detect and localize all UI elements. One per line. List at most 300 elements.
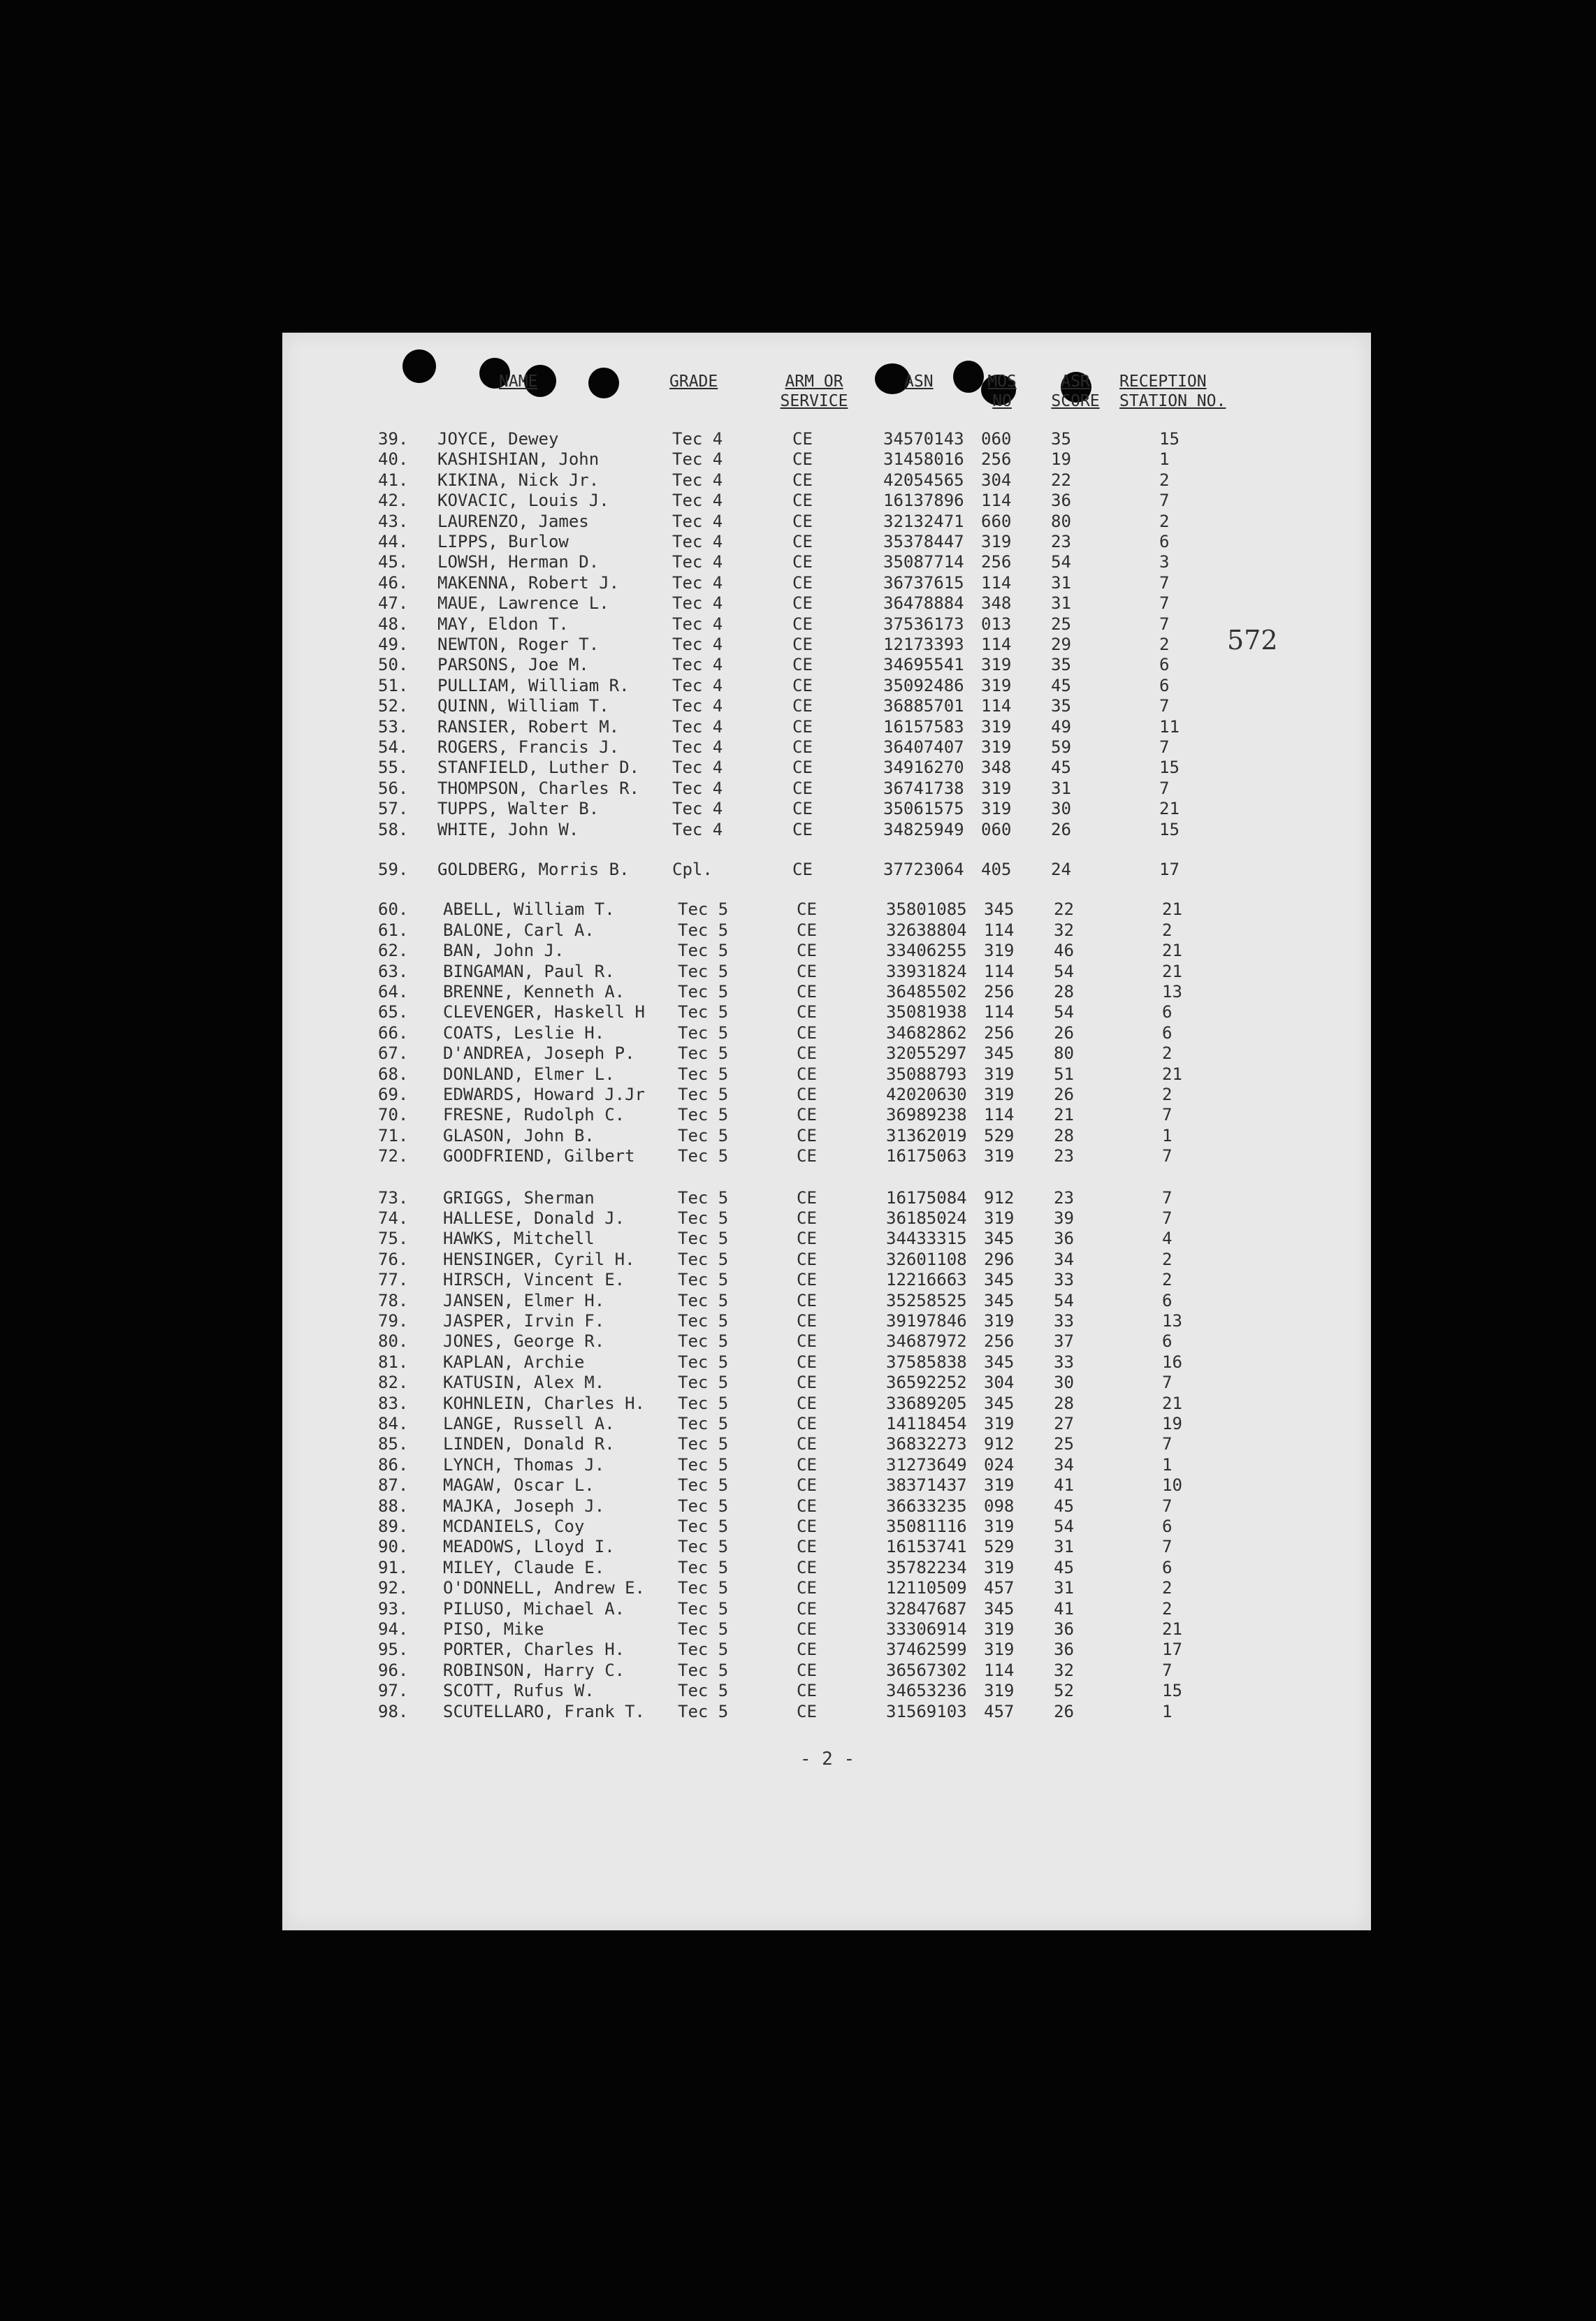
punch-hole [402,349,436,383]
cell-stn: 7 [1159,737,1170,757]
cell-n: 42. [378,491,409,511]
cell-stn: 2 [1162,920,1173,940]
cell-mos: 319 [984,1517,1015,1536]
cell-name: BRENNE, Kenneth A. [443,982,625,1002]
cell-mos: 319 [984,1208,1015,1228]
cell-stn: 6 [1162,1290,1173,1310]
cell-stn: 19 [1162,1414,1182,1433]
table-row [282,758,1371,778]
cell-asn: 31362019 [886,1125,967,1145]
header-mos: MOS NO [987,373,1017,410]
cell-arm: CE [797,1208,817,1228]
cell-score: 45 [1054,1496,1074,1516]
cell-grade: Tec 4 [672,470,723,490]
cell-stn: 15 [1159,758,1180,778]
cell-n: 62. [378,941,409,961]
cell-name: LOWSH, Herman D. [437,552,600,572]
cell-score: 35 [1051,696,1071,716]
cell-n: 49. [378,635,409,654]
cell-grade: Tec 4 [672,429,723,449]
cell-name: NEWTON, Roger T. [437,635,600,654]
cell-n: 93. [378,1598,409,1619]
cell-stn: 21 [1162,1393,1182,1413]
cell-stn: 11 [1159,716,1180,737]
cell-stn: 16 [1162,1352,1182,1372]
cell-n: 45. [378,552,409,572]
cell-name: MEADOWS, Lloyd I. [443,1537,615,1557]
cell-stn: 2 [1159,635,1170,654]
table-row [282,429,1371,449]
cell-stn: 7 [1162,1187,1173,1208]
table-row [282,1414,1371,1434]
table-row [282,1681,1371,1701]
cell-stn: 1 [1162,1125,1173,1145]
cell-stn: 2 [1162,1578,1173,1598]
cell-arm: CE [797,961,817,981]
cell-arm: CE [797,1434,817,1454]
table-row [282,899,1371,920]
cell-stn: 7 [1159,572,1170,593]
cell-stn: 15 [1159,429,1180,449]
cell-name: BALONE, Carl A. [443,920,595,940]
cell-name: THOMPSON, Charles R. [437,778,639,798]
table-row [282,1229,1371,1249]
cell-grade: Tec 5 [678,1414,729,1433]
cell-grade: Tec 4 [672,614,723,634]
cell-name: LYNCH, Thomas J. [443,1454,605,1475]
cell-asn: 35081116 [886,1517,967,1536]
cell-asn: 32055297 [886,1043,967,1064]
cell-asn: 16175084 [886,1187,967,1208]
cell-grade: Tec 5 [678,1022,729,1043]
cell-stn: 2 [1162,1249,1173,1269]
cell-n: 81. [378,1352,409,1372]
cell-grade: Tec 5 [678,1208,729,1228]
cell-grade: Tec 4 [672,696,723,716]
cell-name: HIRSCH, Vincent E. [443,1270,625,1290]
table-row [282,962,1371,982]
table-row [282,1126,1371,1146]
cell-arm: CE [797,1660,817,1680]
cell-stn: 1 [1159,449,1170,470]
cell-n: 95. [378,1640,409,1660]
cell-stn: 3 [1159,552,1170,572]
table-row [282,1023,1371,1043]
cell-name: JONES, George R. [443,1331,605,1352]
cell-name: MAKENNA, Robert J. [437,572,620,593]
cell-n: 57. [378,799,409,819]
table-row [282,491,1371,511]
cell-mos: 345 [984,1598,1015,1619]
cell-stn: 7 [1162,1208,1173,1228]
cell-grade: Tec 4 [672,572,723,593]
cell-mos: 319 [984,1619,1015,1639]
cell-asn: 35088793 [886,1064,967,1084]
cell-score: 54 [1054,961,1074,981]
cell-stn: 7 [1162,1105,1173,1125]
cell-arm: CE [792,491,813,511]
cell-score: 54 [1054,1517,1074,1536]
table-row [282,1291,1371,1311]
cell-mos: 024 [984,1454,1015,1475]
table-row [282,449,1371,470]
cell-grade: Tec 5 [678,1373,729,1393]
cell-arm: CE [792,860,813,879]
cell-asn: 36741738 [883,778,964,798]
cell-grade: Tec 5 [678,961,729,981]
cell-n: 97. [378,1681,409,1701]
cell-name: MAUE, Lawrence L. [437,593,609,614]
table-row [282,1043,1371,1064]
cell-score: 27 [1054,1414,1074,1433]
cell-name: HALLESE, Donald J. [443,1208,625,1228]
cell-mos: 013 [981,614,1012,634]
cell-mos: 345 [984,1290,1015,1310]
cell-arm: CE [797,982,817,1002]
cell-score: 51 [1054,1064,1074,1084]
cell-stn: 7 [1159,614,1170,634]
cell-score: 19 [1051,449,1071,470]
table-row [282,1640,1371,1660]
cell-n: 47. [378,593,409,614]
header-asn: ASN [904,373,934,391]
cell-asn: 34825949 [883,819,964,839]
cell-score: 52 [1054,1681,1074,1701]
cell-mos: 319 [981,532,1012,551]
cell-name: CLEVENGER, Haskell H [443,1002,645,1022]
cell-asn: 32847687 [886,1598,967,1619]
cell-asn: 36633235 [886,1496,967,1516]
cell-name: O'DONNELL, Andrew E. [443,1578,645,1598]
table-row [282,1105,1371,1125]
cell-arm: CE [792,758,813,778]
cell-name: GLASON, John B. [443,1125,595,1145]
header-grade: GRADE [669,373,718,391]
cell-mos: 319 [984,1681,1015,1701]
cell-mos: 319 [984,1557,1015,1577]
cell-arm: CE [792,470,813,490]
cell-score: 31 [1054,1578,1074,1598]
cell-score: 33 [1054,1270,1074,1290]
cell-asn: 33689205 [886,1393,967,1413]
cell-stn: 7 [1162,1660,1173,1680]
header-name: NAME [499,373,538,391]
cell-score: 31 [1051,593,1071,614]
cell-n: 80. [378,1331,409,1352]
cell-arm: CE [792,716,813,737]
cell-stn: 21 [1162,1619,1182,1639]
cell-score: 23 [1054,1146,1074,1166]
table-row [282,1434,1371,1454]
cell-n: 73. [378,1187,409,1208]
cell-name: GOLDBERG, Morris B. [437,860,630,879]
cell-name: LINDEN, Donald R. [443,1434,615,1454]
cell-n: 83. [378,1393,409,1413]
cell-n: 44. [378,532,409,551]
cell-stn: 6 [1159,675,1170,695]
cell-n: 75. [378,1229,409,1249]
cell-asn: 37723064 [883,860,964,879]
header-station: RECEPTION STATION NO. [1119,373,1226,410]
cell-score: 29 [1051,635,1071,654]
cell-mos: 529 [984,1537,1015,1557]
cell-n: 52. [378,696,409,716]
cell-mos: 319 [984,1146,1015,1166]
cell-name: KASHISHIAN, John [437,449,600,470]
cell-arm: CE [792,429,813,449]
cell-score: 54 [1054,1002,1074,1022]
cell-name: KAPLAN, Archie [443,1352,585,1372]
cell-grade: Tec 4 [672,799,723,819]
cell-stn: 13 [1162,982,1182,1002]
cell-stn: 13 [1162,1311,1182,1331]
cell-arm: CE [797,1517,817,1536]
cell-stn: 6 [1162,1002,1173,1022]
cell-mos: 660 [981,511,1012,531]
table-row [282,573,1371,593]
cell-score: 34 [1054,1249,1074,1269]
cell-asn: 34916270 [883,758,964,778]
cell-stn: 1 [1162,1701,1173,1721]
cell-asn: 34695541 [883,655,964,675]
cell-mos: 114 [981,696,1012,716]
cell-arm: CE [797,1598,817,1619]
cell-arm: CE [797,1475,817,1496]
cell-grade: Tec 4 [672,552,723,572]
cell-mos: 114 [981,635,1012,654]
cell-arm: CE [797,1701,817,1721]
cell-grade: Tec 5 [678,1598,729,1619]
cell-score: 41 [1054,1598,1074,1619]
cell-arm: CE [792,819,813,839]
cell-n: 88. [378,1496,409,1516]
cell-n: 69. [378,1085,409,1104]
cell-n: 48. [378,614,409,634]
cell-n: 53. [378,716,409,737]
cell-arm: CE [797,1640,817,1660]
cell-asn: 36592252 [886,1373,967,1393]
cell-name: LAURENZO, James [437,511,589,531]
cell-name: HAWKS, Mitchell [443,1229,595,1249]
cell-mos: 114 [984,920,1015,940]
cell-name: PULLIAM, William R. [437,675,630,695]
cell-name: EDWARDS, Howard J.Jr [443,1085,645,1104]
cell-score: 33 [1054,1352,1074,1372]
cell-score: 59 [1051,737,1071,757]
cell-score: 35 [1051,655,1071,675]
cell-mos: 060 [981,819,1012,839]
cell-n: 78. [378,1290,409,1310]
cell-stn: 2 [1159,470,1170,490]
cell-n: 90. [378,1537,409,1557]
cell-grade: Tec 4 [672,532,723,551]
table-row [282,717,1371,737]
cell-n: 91. [378,1557,409,1577]
cell-name: SCUTELLARO, Frank T. [443,1701,645,1721]
cell-score: 32 [1054,920,1074,940]
cell-name: MILEY, Claude E. [443,1557,605,1577]
cell-stn: 7 [1159,491,1170,511]
cell-name: GRIGGS, Sherman [443,1187,595,1208]
cell-grade: Tec 4 [672,675,723,695]
cell-grade: Tec 5 [678,982,729,1002]
cell-n: 50. [378,655,409,675]
table-row [282,676,1371,696]
cell-mos: 912 [984,1187,1015,1208]
cell-arm: CE [797,941,817,961]
cell-n: 64. [378,982,409,1002]
cell-name: MAJKA, Joseph J. [443,1496,605,1516]
cell-asn: 36737615 [883,572,964,593]
cell-score: 26 [1054,1022,1074,1043]
cell-n: 56. [378,778,409,798]
cell-stn: 7 [1159,593,1170,614]
cell-asn: 12173393 [883,635,964,654]
cell-n: 70. [378,1105,409,1125]
cell-grade: Tec 5 [678,1537,729,1557]
cell-mos: 345 [984,1229,1015,1249]
cell-stn: 10 [1162,1475,1182,1496]
cell-n: 82. [378,1373,409,1393]
cell-mos: 304 [981,470,1012,490]
cell-mos: 345 [984,1270,1015,1290]
cell-mos: 098 [984,1496,1015,1516]
cell-mos: 256 [984,1331,1015,1352]
cell-score: 46 [1054,941,1074,961]
cell-score: 25 [1051,614,1071,634]
cell-mos: 060 [981,429,1012,449]
cell-name: BINGAMAN, Paul R. [443,961,615,981]
cell-grade: Tec 4 [672,737,723,757]
table-row [282,1455,1371,1475]
cell-n: 54. [378,737,409,757]
table-row [282,1475,1371,1496]
cell-grade: Tec 5 [678,920,729,940]
cell-name: JASPER, Irvin F. [443,1311,605,1331]
cell-asn: 38371437 [886,1475,967,1496]
cell-asn: 34687972 [886,1331,967,1352]
cell-n: 59. [378,860,409,879]
cell-asn: 36832273 [886,1434,967,1454]
cell-asn: 33931824 [886,961,967,981]
cell-asn: 34433315 [886,1229,967,1249]
cell-name: HENSINGER, Cyril H. [443,1249,635,1269]
cell-mos: 114 [981,572,1012,593]
cell-grade: Tec 5 [678,1270,729,1290]
cell-asn: 33306914 [886,1619,967,1639]
cell-n: 39. [378,429,409,449]
cell-grade: Tec 4 [672,511,723,531]
cell-asn: 37585838 [886,1352,967,1372]
cell-name: ROGERS, Francis J. [437,737,620,757]
cell-name: PORTER, Charles H. [443,1640,625,1660]
cell-mos: 114 [984,1660,1015,1680]
cell-grade: Tec 5 [678,1002,729,1022]
cell-arm: CE [797,1619,817,1639]
cell-n: 79. [378,1311,409,1331]
cell-name: STANFIELD, Luther D. [437,758,639,778]
table-row [282,779,1371,799]
cell-n: 74. [378,1208,409,1228]
cell-grade: Tec 4 [672,758,723,778]
table-row [282,1002,1371,1022]
cell-n: 71. [378,1125,409,1145]
cell-grade: Tec 5 [678,1311,729,1331]
document-sheet [282,333,1371,1930]
cell-name: ABELL, William T. [443,899,615,920]
cell-mos: 319 [984,1085,1015,1104]
cell-asn: 42020630 [886,1085,967,1104]
cell-asn: 36478884 [883,593,964,614]
cell-asn: 32601108 [886,1249,967,1269]
cell-name: ROBINSON, Harry C. [443,1660,625,1680]
cell-mos: 319 [981,716,1012,737]
cell-grade: Tec 5 [678,1125,729,1145]
cell-asn: 36567302 [886,1660,967,1680]
table-row [282,1599,1371,1619]
cell-arm: CE [797,1373,817,1393]
cell-grade: Tec 5 [678,1352,729,1372]
table-row [282,552,1371,572]
cell-mos: 319 [981,737,1012,757]
cell-stn: 2 [1162,1598,1173,1619]
cell-grade: Tec 5 [678,1454,729,1475]
cell-mos: 114 [984,1105,1015,1125]
cell-score: 28 [1054,1125,1074,1145]
cell-arm: CE [797,1146,817,1166]
cell-asn: 35087714 [883,552,964,572]
cell-grade: Tec 4 [672,593,723,614]
cell-name: QUINN, William T. [437,696,609,716]
cell-grade: Tec 5 [678,1146,729,1166]
table-row [282,512,1371,532]
cell-stn: 21 [1162,941,1182,961]
table-row [282,860,1371,880]
cell-name: MAGAW, Oscar L. [443,1475,595,1496]
cell-arm: CE [797,1496,817,1516]
cell-arm: CE [797,1311,817,1331]
table-row [282,593,1371,614]
cell-stn: 6 [1159,532,1170,551]
cell-arm: CE [797,1002,817,1022]
cell-score: 26 [1054,1701,1074,1721]
cell-grade: Tec 5 [678,1085,729,1104]
cell-asn: 14118454 [886,1414,967,1433]
cell-n: 43. [378,511,409,531]
page-number: - 2 - [799,1749,855,1770]
cell-mos: 319 [981,778,1012,798]
table-row [282,1517,1371,1537]
table-row [282,1270,1371,1290]
cell-score: 30 [1051,799,1071,819]
cell-arm: CE [792,799,813,819]
cell-mos: 319 [984,1640,1015,1660]
table-row [282,470,1371,491]
cell-n: 41. [378,470,409,490]
cell-asn: 35081938 [886,1002,967,1022]
cell-arm: CE [797,1414,817,1433]
cell-stn: 1 [1162,1454,1173,1475]
cell-score: 36 [1054,1229,1074,1249]
cell-score: 28 [1054,982,1074,1002]
cell-grade: Tec 4 [672,449,723,470]
table-row [282,1250,1371,1270]
cell-score: 26 [1054,1085,1074,1104]
table-row [282,1352,1371,1373]
cell-n: 96. [378,1660,409,1680]
table-row [282,635,1371,655]
table-row [282,1331,1371,1352]
